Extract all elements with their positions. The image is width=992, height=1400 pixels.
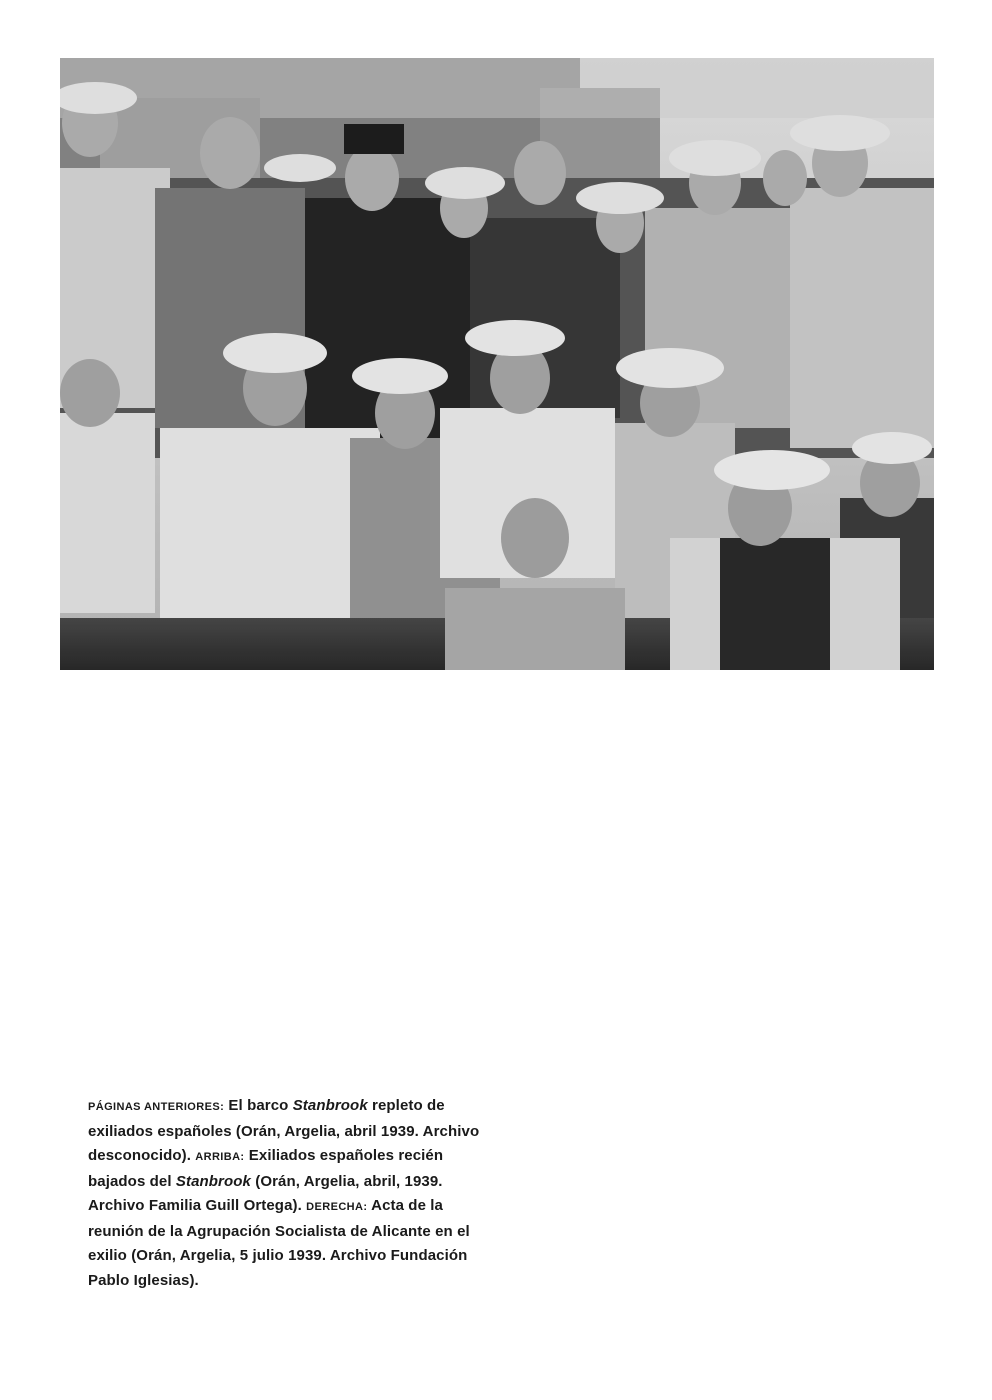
caption-lead-previous: PÁGINAS ANTERIORES:: [88, 1101, 225, 1113]
caption-text: El barco: [224, 1097, 293, 1114]
caption-text: Acta de la reunión de la Agrupación Socialista de Alicante en el exilio (Orán, Argelia, 5 julio 1939. Archivo Fundación Pablo Iglesias).: [88, 1197, 470, 1289]
photo-caption: [88, 1094, 488, 1293]
ship-name: Stanbrook: [292, 1097, 368, 1114]
caption-lead-right: DERECHA:: [306, 1201, 368, 1213]
caption-text: Exiliados españoles recién bajados del: [88, 1147, 444, 1190]
caption-lead-above: ARRIBA:: [195, 1151, 245, 1163]
caption-text: repleto de exiliados españoles (Orán, Argelia, abril 1939. Archivo desconocido).: [88, 1097, 480, 1164]
caption-text: (Orán, Argelia, abril, 1939. Archivo Familia Guill Ortega).: [88, 1172, 443, 1214]
ship-name: Stanbrook: [175, 1172, 251, 1190]
group-photo: [60, 58, 934, 670]
photo-illustration: [60, 58, 934, 670]
